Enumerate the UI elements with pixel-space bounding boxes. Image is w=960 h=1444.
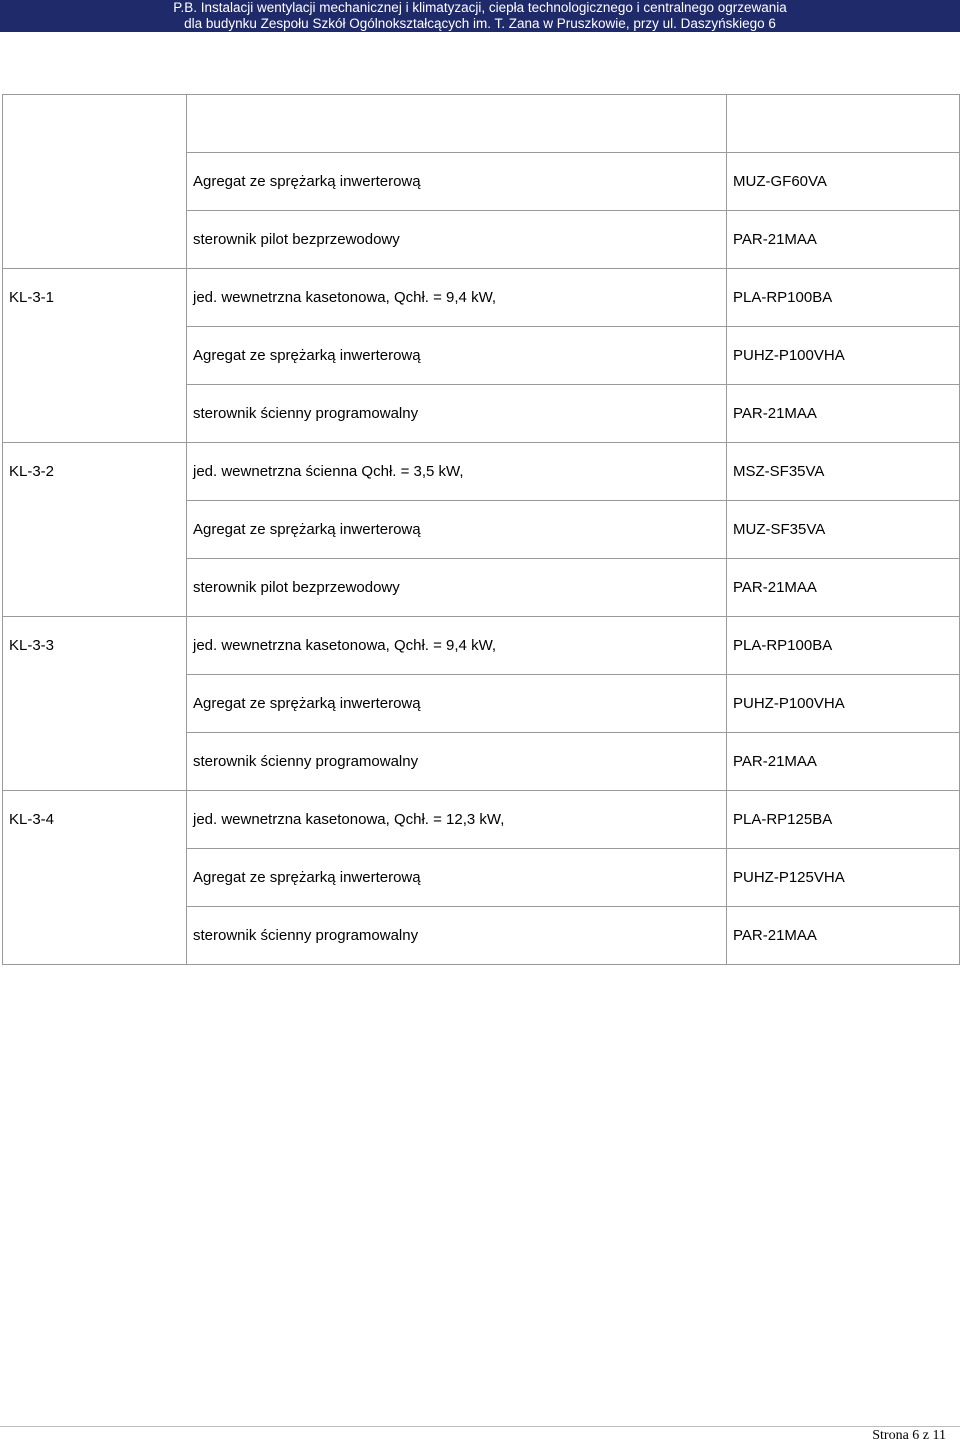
model-cell: MUZ-SF35VA	[727, 501, 960, 559]
table-row	[3, 327, 960, 385]
model-cell: MUZ-GF60VA	[727, 153, 960, 211]
description-cell: jed. wewnetrzna ścienna Qchł. = 3,5 kW,	[187, 443, 727, 501]
table-row	[3, 385, 960, 443]
table-row	[3, 95, 960, 153]
description-cell	[187, 95, 727, 153]
description-cell: Agregat ze sprężarką inwerterową	[187, 327, 727, 385]
header-line-1: P.B. Instalacji wentylacji mechanicznej i klimatyzacji, ciepła technologicznego i centralnego ogrzewania	[173, 0, 787, 15]
unit-code-cell	[3, 153, 187, 211]
description-cell: sterownik pilot bezprzewodowy	[187, 211, 727, 269]
model-cell: PAR-21MAA	[727, 385, 960, 443]
description-cell: sterownik ścienny programowalny	[187, 907, 727, 965]
table-row	[3, 269, 960, 327]
description-cell: jed. wewnetrzna kasetonowa, Qchł. = 9,4 kW,	[187, 617, 727, 675]
page-number: Strona 6 z 11	[872, 1428, 946, 1443]
document-header	[0, 0, 960, 32]
unit-code-cell	[3, 327, 187, 385]
table-row	[3, 501, 960, 559]
table-row	[3, 733, 960, 791]
description-cell: Agregat ze sprężarką inwerterową	[187, 153, 727, 211]
footer-divider	[0, 1426, 960, 1427]
model-cell: PUHZ-P100VHA	[727, 327, 960, 385]
table-row	[3, 675, 960, 733]
unit-code-cell	[3, 385, 187, 443]
description-cell: Agregat ze sprężarką inwerterową	[187, 675, 727, 733]
unit-code-cell	[3, 211, 187, 269]
unit-code-cell: KL-3-3	[3, 617, 187, 675]
model-cell: PLA-RP100BA	[727, 617, 960, 675]
unit-code-cell	[3, 733, 187, 791]
unit-code-cell	[3, 559, 187, 617]
unit-code-cell	[3, 849, 187, 907]
unit-code-cell: KL-3-1	[3, 269, 187, 327]
equipment-table	[2, 94, 960, 965]
table-row	[3, 791, 960, 849]
model-cell: MSZ-SF35VA	[727, 443, 960, 501]
table-row	[3, 443, 960, 501]
model-cell: PAR-21MAA	[727, 211, 960, 269]
model-cell: PAR-21MAA	[727, 907, 960, 965]
table-row	[3, 153, 960, 211]
model-cell: PAR-21MAA	[727, 733, 960, 791]
model-cell: PLA-RP125BA	[727, 791, 960, 849]
unit-code-cell: KL-3-4	[3, 791, 187, 849]
model-cell: PLA-RP100BA	[727, 269, 960, 327]
table-row	[3, 617, 960, 675]
unit-code-cell	[3, 907, 187, 965]
table-row	[3, 559, 960, 617]
description-cell: jed. wewnetrzna kasetonowa, Qchł. = 9,4 kW,	[187, 269, 727, 327]
description-cell: sterownik pilot bezprzewodowy	[187, 559, 727, 617]
description-cell: sterownik ścienny programowalny	[187, 385, 727, 443]
table-row	[3, 211, 960, 269]
description-cell: Agregat ze sprężarką inwerterową	[187, 849, 727, 907]
header-line-2: dla budynku Zespołu Szkół Ogólnokształcących im. T. Zana w Pruszkowie, przy ul. Daszyńskiego 6	[184, 16, 776, 31]
unit-code-cell	[3, 95, 187, 153]
model-cell: PAR-21MAA	[727, 559, 960, 617]
table-row	[3, 907, 960, 965]
description-cell: Agregat ze sprężarką inwerterową	[187, 501, 727, 559]
unit-code-cell	[3, 675, 187, 733]
unit-code-cell: KL-3-2	[3, 443, 187, 501]
model-cell: PUHZ-P125VHA	[727, 849, 960, 907]
description-cell: jed. wewnetrzna kasetonowa, Qchł. = 12,3 kW,	[187, 791, 727, 849]
description-cell: sterownik ścienny programowalny	[187, 733, 727, 791]
model-cell	[727, 95, 960, 153]
unit-code-cell	[3, 501, 187, 559]
table-row	[3, 849, 960, 907]
model-cell: PUHZ-P100VHA	[727, 675, 960, 733]
